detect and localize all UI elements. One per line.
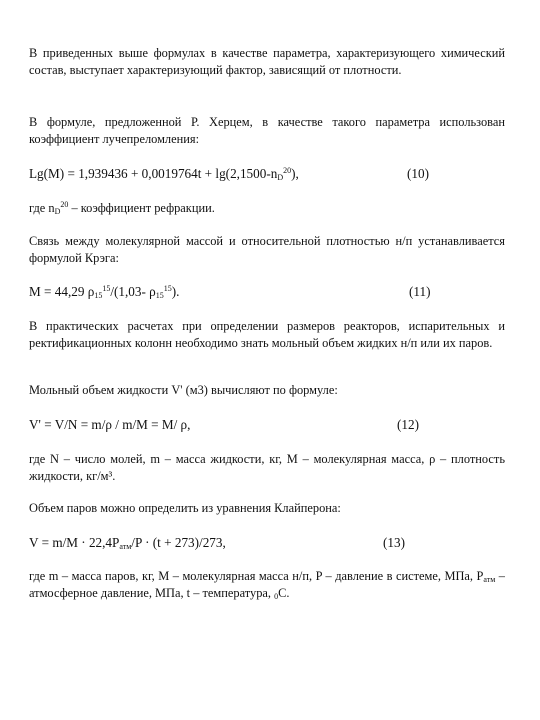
paragraph-text: Мольный объем жидкости V' (м3) вычисляют по формуле: bbox=[29, 383, 338, 397]
equation-number: (13) bbox=[383, 535, 405, 550]
paragraph-characterizing-factor bbox=[29, 45, 505, 79]
equation-number: (10) bbox=[407, 166, 429, 181]
paragraph-craig-formula bbox=[29, 233, 505, 267]
equation-13 bbox=[29, 534, 505, 552]
paragraph-molar-volume-intro bbox=[29, 318, 505, 352]
paragraph-text: где N – число молей, m – масса жидкости, кг, M – молекулярная масса, ρ – плотность жидкости, кг/м³. bbox=[29, 452, 505, 483]
paragraph-text: В практических расчетах при определении размеров реакторов, испарительных и ректификационных колонн необходимо знать мольный объем жидких н/п или их паров. bbox=[29, 319, 505, 350]
paragraph-molar-volume-formula bbox=[29, 382, 505, 399]
paragraph-text: В формуле, предложенной Р. Херцем, в качестве такого параметра использован коэффициент лучепреломления: bbox=[29, 115, 505, 146]
equation-text: V' = V/N = m/ρ / m/M = M/ ρ, bbox=[29, 417, 191, 432]
equation-text: $V = m/M \cdot 22,4P_{атм}/P \cdot (t + 273)/273$, bbox=[29, 535, 226, 551]
equation-11 bbox=[29, 283, 505, 301]
paragraph-clapeyron bbox=[29, 500, 505, 517]
definition-molar-volume-terms bbox=[29, 451, 505, 485]
paragraph-text: Объем паров можно определить из уравнения Клайперона: bbox=[29, 501, 341, 515]
paragraph-hertz-formula bbox=[29, 114, 505, 148]
equation-text: M = 44,29 $\rho_{15}^{15}/(1,03-$ $\rho_{15}^{15}$). bbox=[29, 284, 180, 300]
paragraph-text: Связь между молекулярной массой и относительной плотностью н/п устанавливается формулой Крэга: bbox=[29, 234, 505, 265]
equation-text: $Lg(M) = 1,939436 + 0,0019764t + \lg(2,1500-n_D^{20})$, bbox=[29, 166, 299, 182]
paragraph-text: В приведенных выше формулах в качестве параметра, характеризующего химический состав, выступает характеризующий фактор, зависящий от плотности. bbox=[29, 46, 505, 77]
equation-number: (11) bbox=[409, 284, 431, 299]
definition-clapeyron-terms: где m – масса паров, кг, M – молекулярная масса н/п, P – давление в системе, МПа, $P_{атм}$ – атмосферное давление, МПа, t – температура, $_0$С. bbox=[29, 569, 506, 601]
equation-10 bbox=[29, 165, 505, 183]
equation-number: (12) bbox=[397, 417, 419, 432]
definition-refraction: где $n_D^{20}$ – коэффициент рефракции. bbox=[29, 200, 215, 216]
equation-12 bbox=[29, 416, 505, 434]
